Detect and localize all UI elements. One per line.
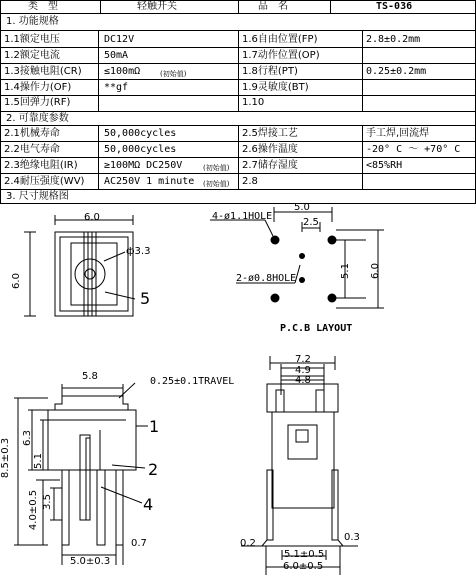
spec-value: **gf	[104, 82, 129, 93]
rel-label: 2.3绝缘电阻(IR)	[4, 160, 78, 171]
spec-label: 1.7动作位置(OP)	[242, 50, 320, 61]
spec-label: 1.2额定电流	[4, 50, 60, 61]
spec-label: 1.5回弹力(RF)	[4, 97, 71, 108]
spec-value: ≤100mΩ	[104, 66, 141, 77]
dim-label: 6.0	[369, 263, 381, 279]
spec-value: DC12V	[104, 34, 135, 45]
rel-value: <85%RH	[366, 160, 403, 171]
dim-label: 4.0±0.5	[28, 489, 40, 531]
spec-label: 1.6自由位置(FP)	[242, 34, 318, 45]
rel-label: 2.2电气寿命	[4, 144, 60, 155]
rel-label: 2.4耐压强度(WV)	[4, 176, 85, 187]
dim-label: 4-ø1.1HOLE	[212, 211, 273, 222]
rel-value: 手工焊,回流焊	[366, 128, 430, 139]
rel-label: 2.1机械寿命	[4, 128, 60, 139]
dim-label: 5.0±0.3	[70, 556, 111, 567]
dim-label: 5.8	[82, 371, 98, 382]
rel-label: 2.6操作温度	[242, 144, 298, 155]
dim-label: 5.1	[32, 453, 44, 469]
rel-note: (初始值)	[203, 180, 230, 188]
spec-label: 1.8行程(PT)	[242, 66, 298, 77]
product-label: 品 名	[258, 1, 288, 12]
rel-value: 50,000cycles	[104, 144, 177, 155]
dim-label: 6.0	[84, 212, 100, 223]
spec-label: 1.4操作力(OF)	[4, 82, 72, 93]
spec-label: 1.1额定电压	[4, 34, 60, 45]
dim-label: 8.5±0.3	[0, 437, 12, 479]
spec-note: (初始值)	[160, 70, 187, 78]
spec-label: 1.10	[242, 97, 265, 108]
dim-label: ф3.3	[126, 246, 151, 257]
callout-number: 1	[149, 417, 160, 436]
dim-label: 6.0±0.5	[283, 561, 324, 572]
dim-label: 0.3	[344, 532, 360, 543]
rel-value: 50,000cycles	[104, 128, 177, 139]
rel-note: (初始值)	[203, 164, 230, 172]
product-value: TS-036	[376, 1, 413, 12]
dim-label: 5.1	[339, 263, 351, 279]
rel-label: 2.7储存湿度	[242, 160, 298, 171]
rel-label: 2.5焊接工艺	[242, 128, 298, 139]
dim-label: 5.1±0.5	[284, 549, 325, 560]
rel-value: -20° C ～ +70° C	[366, 144, 461, 155]
section-title: 2. 可靠度参数	[6, 113, 69, 124]
callout-number: 5	[140, 289, 151, 308]
spec-value: 50mA	[104, 50, 129, 61]
pcb-layout-title: P.C.B LAYOUT	[280, 323, 353, 334]
type-value: 轻触开关	[137, 1, 177, 12]
rel-value: ≥100MΩ DC250V	[104, 160, 183, 171]
rel-label: 2.8	[242, 176, 258, 187]
dim-label: 4.9	[295, 365, 311, 376]
spec-label: 1.3接触电阻(CR)	[4, 66, 82, 77]
dim-label: 5.0	[294, 202, 310, 213]
spec-label: 1.9灵敏度(BT)	[242, 82, 309, 93]
section-title: 1. 功能规格	[6, 16, 59, 27]
section-title: 3. 尺寸规格图	[6, 191, 69, 202]
dim-label: 6.0	[10, 273, 22, 289]
dim-label: 2-ø0.8HOLE	[236, 273, 297, 284]
dim-label: 2.5	[303, 217, 319, 228]
type-label: 类 型	[28, 1, 58, 12]
rel-value: AC250V 1 minute	[104, 176, 195, 187]
dim-label: 0.7	[131, 538, 147, 549]
spec-value: 0.25±0.2mm	[366, 66, 427, 77]
dim-label: 0.2	[240, 538, 256, 549]
dim-label: 3.5	[41, 494, 53, 510]
callout-number: 2	[148, 460, 159, 479]
spec-value: 2.8±0.2mm	[366, 34, 421, 45]
dim-label: 4.8	[295, 375, 311, 386]
dim-label: 7.2	[295, 354, 311, 365]
callout-number: 4	[143, 495, 154, 514]
dim-label: 6.3	[21, 430, 33, 446]
dim-label: 0.25±0.1TRAVEL	[150, 376, 235, 387]
